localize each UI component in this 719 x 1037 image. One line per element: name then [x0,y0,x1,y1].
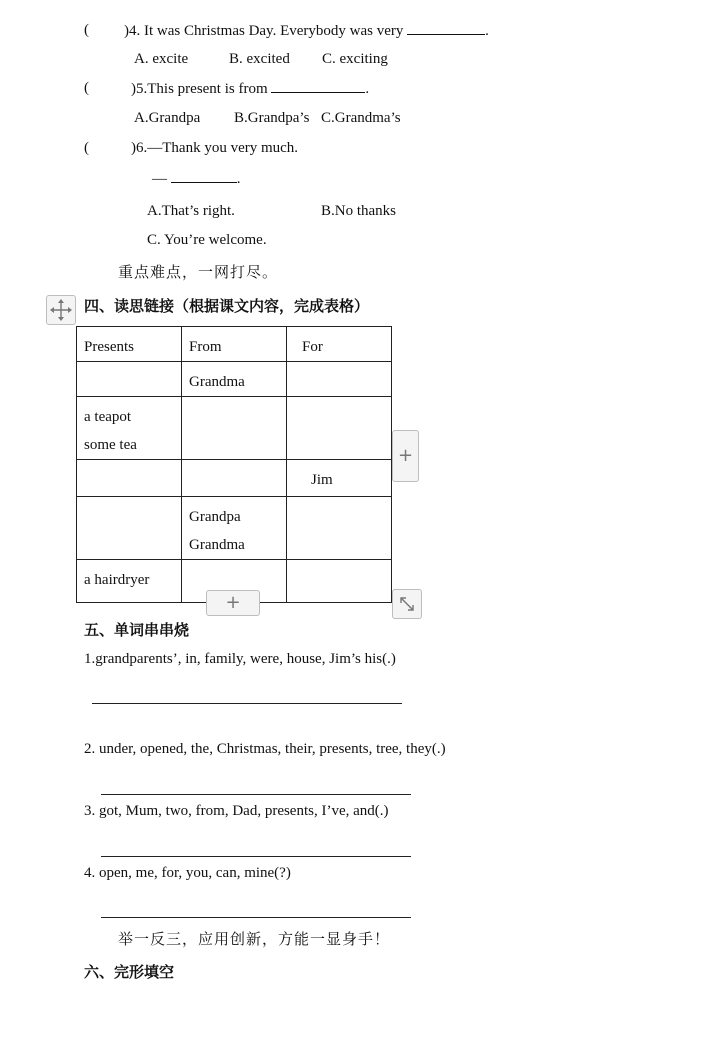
table-cell[interactable] [77,460,182,497]
q6-end: . [236,171,241,187]
q5-paren: ( [84,80,89,96]
table-cell[interactable] [182,397,287,460]
question-5-stem [131,80,369,98]
q5-stem: )5.This present is from [131,81,268,97]
table-cell[interactable] [182,460,287,497]
table-cell[interactable]: Grandpa Grandma [182,497,287,560]
answer-line-1[interactable] [92,703,402,704]
question-4-stem [124,22,489,40]
q6-reply [152,170,241,188]
move-handle-icon [47,296,75,324]
table-cell[interactable] [287,560,392,603]
table-cell[interactable]: Jim [287,460,392,497]
q6-blank[interactable] [171,170,237,183]
plus-icon: + [397,445,414,466]
answer-line-4[interactable] [101,917,411,918]
scramble-item-1: 1.grandparents’, in, family, were, house, Jim’s his(.) [84,651,396,667]
header-from: From [182,327,287,362]
q5-option-a: A.Grandpa [134,110,201,126]
q4-option-b: B. excited [229,51,290,67]
q6-option-b: B.No thanks [321,203,396,219]
table-resize-handle[interactable] [392,589,422,619]
table-row [77,497,392,560]
add-row-button[interactable] [206,590,260,616]
table-header-row [77,327,392,362]
scramble-item-4: 4. open, me, for, you, can, mine(?) [84,865,291,881]
table-cell[interactable] [287,497,392,560]
section-6-title: 六、完形填空 [84,963,175,981]
q5-option-c: C.Grandma’s [321,110,401,126]
table-row [77,460,392,497]
q4-end: . [485,23,489,39]
add-column-button[interactable] [392,430,419,482]
table-cell[interactable]: a teapot some tea [77,397,182,460]
answer-line-3[interactable] [101,856,411,857]
question-4 [84,22,89,39]
q5-blank[interactable] [271,80,365,93]
tip-key-points: 重点难点，一网打尽。 [118,263,279,281]
presents-table [76,326,392,603]
table-cell[interactable]: a hairdryer [77,560,182,603]
q5-end: . [365,81,370,97]
table-row [77,397,392,460]
table-move-handle[interactable] [46,295,76,325]
q4-blank[interactable] [407,22,485,35]
section-4-title: 四、读思链接（根据课文内容，完成表格） [84,297,370,315]
q6-stem: )6.—Thank you very much. [131,140,299,156]
q4-stem: )4. It was Christmas Day. Everybody was very [124,23,404,39]
table-cell[interactable] [287,397,392,460]
plus-icon: + [225,592,241,613]
table-cell[interactable] [77,362,182,397]
scramble-item-2: 2. under, opened, the, Christmas, their, presents, tree, they(.) [84,741,446,757]
answer-line-2[interactable] [101,794,411,795]
q6-option-a: A.That’s right. [147,203,235,219]
tip-apply: 举一反三，应用创新，方能一显身手！ [118,930,391,948]
table-cell[interactable] [77,497,182,560]
q5-option-b: B.Grandpa’s [234,110,310,126]
section-5-title: 五、单词串串烧 [84,621,190,639]
q4-option-a: A. excite [134,51,189,67]
q6-reply-dash: — [152,171,167,187]
q4-option-c: C. exciting [322,51,388,67]
table-row [77,362,392,397]
table-cell[interactable] [287,362,392,397]
resize-icon [393,590,421,618]
q6-option-c: C. You’re welcome. [147,232,267,248]
header-presents: Presents [77,327,182,362]
q6-paren: ( [84,140,89,156]
header-for: For [287,327,392,362]
scramble-item-3: 3. got, Mum, two, from, Dad, presents, I’ve, and(.) [84,803,389,819]
q4-paren: ( [84,22,89,38]
table-cell[interactable]: Grandma [182,362,287,397]
